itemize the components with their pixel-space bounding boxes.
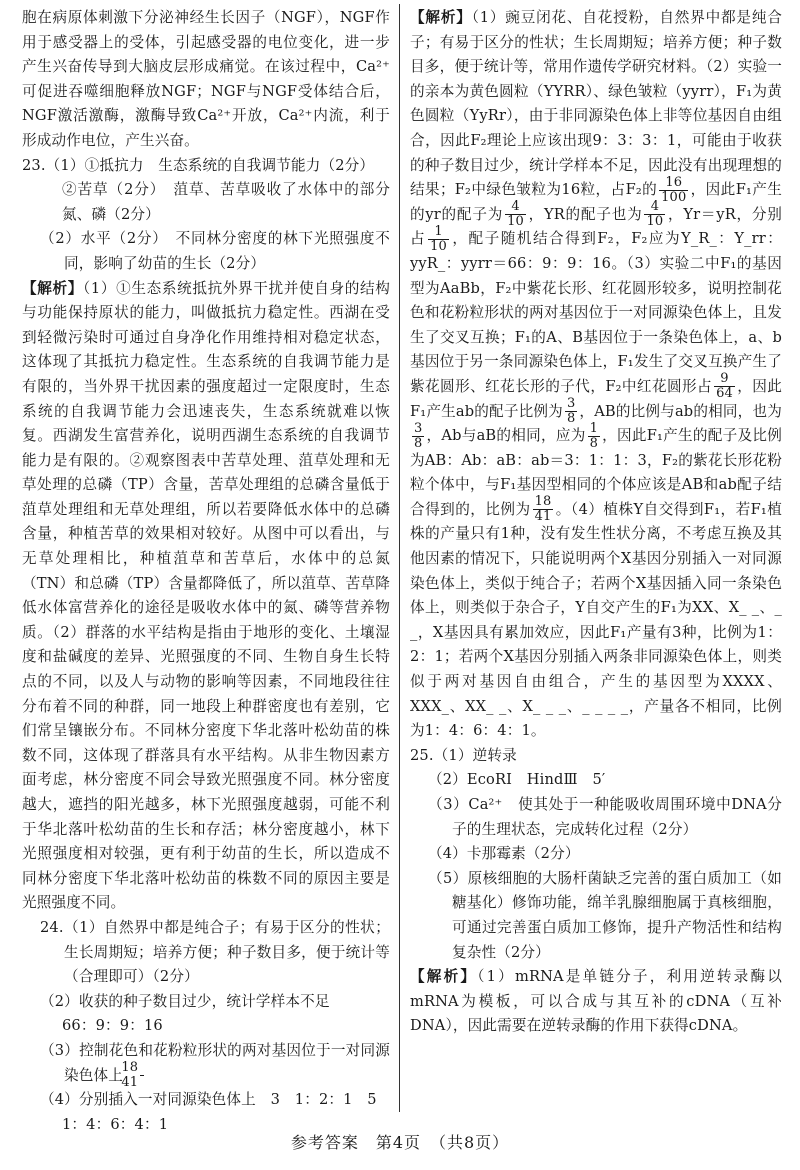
q24-part3: [22, 1039, 390, 1091]
analysis-label: 【解析】: [410, 9, 472, 26]
fraction-16-100: $\frac{16}{100}$: [661, 174, 687, 205]
page-footer: 参考答案 第4页 （共8页）: [290, 1133, 510, 1152]
q25-analysis: 【解析】（1）mRNA是单链分子，利用逆转录酶以mRNA为模板，可以合成与其互补的cDNA（互补DNA），因此需要在逆转录酶的作用下获得cDNA。: [410, 968, 783, 1035]
q24-part4a: （4）分别插入一对同源染色体上 3 1：2：1 5: [40, 1091, 377, 1109]
q23-analysis: [22, 277, 390, 916]
fraction-1-10: $\frac{1}{10}$: [430, 223, 447, 254]
q23-part1: 23.（1）①抵抗力 生态系统的自我调节能力（2分）: [22, 156, 375, 174]
fraction-9-64: $\frac{9}{64}$: [716, 371, 733, 402]
fraction-18-41: $\frac{18}{41}$: [534, 494, 552, 525]
analysis-label: 【解析】: [410, 968, 478, 986]
fraction-18-41: $\frac{18}{41}$: [140, 1061, 144, 1090]
fraction-4-10: $\frac{4}{10}$: [646, 199, 664, 230]
q22-analysis-continued: 胞在病原体刺激下分泌神经生长因子（NGF），NGF作用于感受器上的受体，引起感受器的电位变化，进一步产生兴奋传导到大脑皮层形成痛觉。在该过程中，Ca²⁺可促进吞噬细胞释放NGF；NGF与NGF受体结合后，NGF激活激酶，激酶导致Ca²⁺开放，Ca²⁺内流，利于形成动作电位，产生兴奋。: [22, 9, 390, 149]
q25-part4: （4）卡那霉素（2分）: [428, 845, 580, 863]
q23-analysis-text: （1）①生态系统抵抗外界干扰并使自身的结构与功能保持原状的能力，叫做抵抗力稳定性。西湖在受到轻微污染时可通过自身净化作用维持相对稳定状态，这体现了其抵抗力稳定性。生态系统的自我调节能力是有限的，当外界干扰因素的强度超过一定限度时，生态系统的自我调节能力会迅速丧失，生态系统就难以恢复。西湖发生富营养化，说明西湖生态系统的自我调节能力是有限的。②观察图表中苦草处理、菹草处理和无草处理的总磷（TP）含量，苦草处理组的总磷含量低于菹草处理组和无草处理组，所以若要降低水体中的总磷含量，种植苦草的效果相对较好。从图中可以看出，与无草处理相比，种植菹草和苦草后，水体中的总氮（TN）和总磷（TP）含量都降低了，所以菹草、苦草降低水体富营养化的途径是吸收水体中的氮、磷等营养物质。（2）群落的水平结构是指由于地形的变化、土壤湿度和盐碱度的差异、光照强度的不同、生物自身生长特点的不同，以及人与动物的影响等因素，不同地段往往分布着不同的种群，同一地段上种群密度也有差别，它们常呈镶嵌分布。不同林分密度下华北落叶松幼苗的株数不同，这体现了群落具有水平结构。从非生物因素方面考虑，林分密度不同会导致光照强度不同。林分密度越大，遮挡的阳光越多，林下光照强度越弱，可能不利于华北落叶松幼苗的生长和存活；林分密度越小，林下光照强度相对较强，更有利于幼苗的生长，所以造成不同林分密度下华北落叶松幼苗的株数不同的原因主要是光照强度不同。: [22, 279, 390, 912]
column-divider: [399, 4, 400, 1112]
q24-part4b: 1：4：6：4：1: [62, 1115, 169, 1133]
q23-part1b: ②苦草（2分） 菹草、苦草吸收了水体中的部分氮、磷（2分）: [62, 181, 390, 223]
fraction-4-10: $\frac{4}{10}$: [507, 199, 524, 230]
fraction-3-8: $\frac{3}{8}$: [414, 420, 423, 451]
q25-part3: （3）Ca²⁺ 使其处于一种能吸收周围环境中DNA分子的生理状态，完成转化过程（2分）: [428, 796, 782, 838]
fraction-3-8: $\frac{3}{8}$: [566, 396, 576, 426]
q25-part2: （2）EcoRⅠ HindⅢ 5′: [428, 771, 606, 789]
q24-analysis: 【解析】（1）豌豆闭花、自花授粉，自然界中都是纯合子；有易于区分的性状；生长周期短；培养方便；种子数目多，便于统计等，常用作遗传学研究材料。（2）实验一的亲本为黄色圆粒（YYRR）、绿色皱粒（yyrr），F₁为黄色圆粒（YyRr），由于非同源染色体上非等位基因自由组合，因此F₂理论上应该出现9：3：3：1，可能由于收获的种子数目过少，统计学样本不足，因此没有出现理想的结果；F₂中绿色皱粒为16粒，占F₂的 $\frac{16}{100}$ ，因此F₁产生的yr的配子为 $\frac{4}{10}$ ，YR的配子也为 $\frac{4}{10}$ ，Yr＝yR，分别占 $\frac{1}{10}$ ，配子随机结合得到F₂，F₂应为Y_R_：Y_rr：yyR_：yyrr＝66：9：9：16。（3）实验二中F₁的基因型为AaBb，F₂中紫花长形、红花圆形较多，说明控制花色和花粉粒形状的两对基因位于一对同源染色体上，且发生了交叉互换；F₁的A、B基因位于一条染色体上，a、b基因位于另一条同源染色体上，F₁发生了交叉互换产生了紫花圆形、红花长形的子代，F₂中红花圆形占 $\frac{9}{64}$ ，因此F₁产生ab的配子比例为 $\frac{3}{8}$ ，AB的比例与ab的相同，也为 $\frac{3}{8}$ ，Ab与aB的相同，应为 $\frac{1}{8}$ ，因此F₁产生的配子及比例为AB：Ab：aB：ab＝3：1：1：3，F₂的紫花长形花粉粒个体中，与F₁基因型相同的个体应该是AB和ab配子结合得到的，比例为 $\frac{18}{41}$ 。（4）植株Y自交得到F₁，若F₁植株的产量只有1种，没有发生性状分离，不考虑互换及其他因素的情况下，只能说明两个X基因分别插入一对同源染色体上，类似于纯合子；若两个X基因插入同一条染色体上，则类似于杂合子，Y自交产生的F₁为XX、X_ _、_ _，X基因具有累加效应，因此F₁产量有3种，比例为1：2：1；若两个X基因分别插入两条非同源染色体上，则类似于两对基因自由组合，产生的基因型为XXXX、XXX_、XX_ _、X_ _ _、_ _ _ _，产量各不相同，比例为1：4：6：4：1。: [410, 9, 783, 740]
q24-part1: 24.（1）自然界中都是纯合子；有易于区分的性状；生长周期短；培养方便；种子数目多，便于统计等（合理即可）（2分）: [40, 918, 390, 986]
left-column: [22, 6, 390, 1137]
fraction-1-8: $\frac{1}{8}$: [589, 420, 599, 451]
q24-part3-text: （3）控制花色和花粉粒形状的两对基因位于一对同源染色体上: [40, 1041, 390, 1084]
q24-part2b: 66：9：9：16: [62, 1017, 163, 1035]
q25-part5: （5）原核细胞的大肠杆菌缺乏完善的蛋白质加工（如糖基化）修饰功能，绵羊乳腺细胞属于真核细胞，可通过完善蛋白质加工修饰，提升产物活性和结构复杂性（2分）: [428, 869, 782, 961]
q24-part2a: （2）收获的种子数目过少，统计学样本不足: [40, 992, 330, 1010]
q25-part1: 25.（1）逆转录: [410, 746, 517, 764]
right-column: [410, 6, 782, 1039]
analysis-label: 【解析】: [22, 279, 83, 297]
q23-part2: （2）水平（2分） 不同林分密度的林下光照强度不同，影响了幼苗的生长（2分）: [40, 230, 390, 272]
